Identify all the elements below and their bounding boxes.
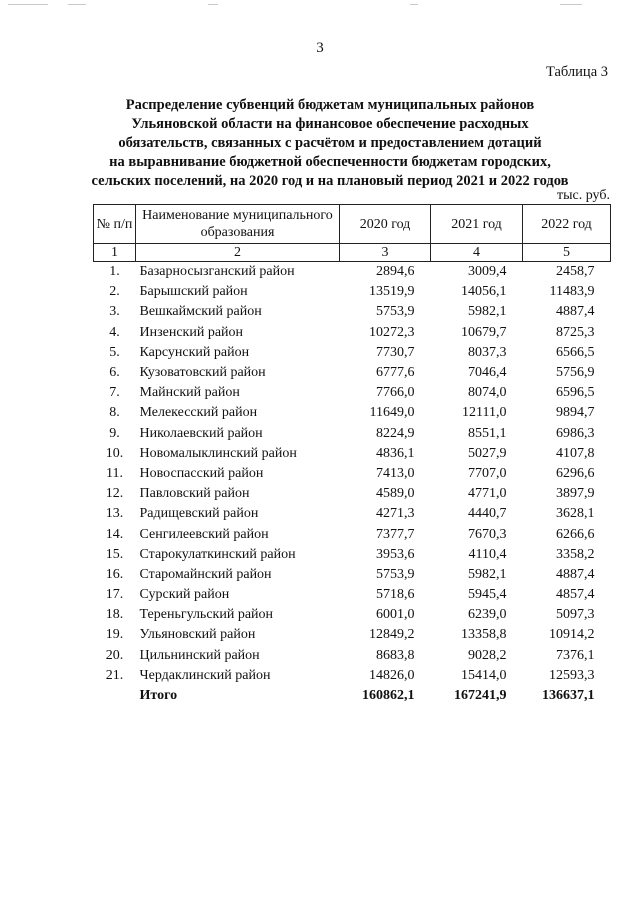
scan-artifact xyxy=(560,4,582,5)
row-number: 12. xyxy=(105,486,124,502)
value-2020: 10272,3 xyxy=(369,324,415,340)
district-name: Карсунский район xyxy=(139,344,250,360)
value-2021: 15414,0 xyxy=(461,667,507,683)
column-number: 2 xyxy=(136,244,340,262)
district-name: Барышский район xyxy=(139,284,248,300)
row-number: 8. xyxy=(109,405,120,421)
district-name: Сенгилеевский район xyxy=(139,526,269,542)
value-2020: 8224,9 xyxy=(376,425,415,441)
value-2021: 5945,4 xyxy=(468,587,507,603)
total-2020: 160862,1 xyxy=(362,688,415,704)
title-line: обязательств, связанных с расчётом и предоставлением дотаций xyxy=(118,135,542,151)
value-2022: 4887,4 xyxy=(556,566,595,582)
value-2022: 9894,7 xyxy=(556,405,595,421)
value-2021: 8074,0 xyxy=(468,385,507,401)
table-row xyxy=(94,403,611,423)
value-2022: 3628,1 xyxy=(556,506,595,522)
table-row xyxy=(94,605,611,625)
scan-artifact xyxy=(208,4,218,5)
value-2021: 7670,3 xyxy=(468,526,507,542)
table-row xyxy=(94,424,611,444)
scan-artifact xyxy=(410,4,418,5)
value-2021: 5982,1 xyxy=(468,304,507,320)
value-2020: 4271,3 xyxy=(376,506,415,522)
table-row xyxy=(94,343,611,363)
value-2021: 7046,4 xyxy=(468,365,507,381)
total-label: Итого xyxy=(139,688,178,704)
row-number: 2. xyxy=(109,284,120,300)
value-2020: 4836,1 xyxy=(376,445,415,461)
value-2021: 9028,2 xyxy=(468,647,507,663)
table-label: Таблица 3 xyxy=(545,64,608,80)
budget-table xyxy=(93,204,611,706)
scan-artifact xyxy=(8,4,48,5)
row-number: 6. xyxy=(109,365,120,381)
value-2022: 5097,3 xyxy=(556,607,595,623)
table-row xyxy=(94,625,611,645)
value-2020: 8683,8 xyxy=(376,647,415,663)
value-2021: 5027,9 xyxy=(468,445,507,461)
row-number: 10. xyxy=(105,445,124,461)
table-row xyxy=(94,302,611,322)
total-row xyxy=(94,686,611,706)
value-2022: 5756,9 xyxy=(556,365,595,381)
value-2020: 11649,0 xyxy=(369,405,415,421)
row-number: 20. xyxy=(105,647,124,663)
value-2020: 3953,6 xyxy=(376,546,415,562)
title-line: Распределение субвенций бюджетам муниципальных районов xyxy=(125,97,535,113)
value-2022: 4107,8 xyxy=(556,445,595,461)
value-2020: 12849,2 xyxy=(369,627,415,643)
value-2021: 12111,0 xyxy=(462,405,507,421)
row-number: 21. xyxy=(105,667,124,683)
value-2021: 4110,4 xyxy=(468,546,507,562)
district-name: Ульяновский район xyxy=(139,627,256,643)
table-row xyxy=(94,545,611,565)
row-number: 15. xyxy=(105,546,124,562)
value-2020: 2894,6 xyxy=(376,264,415,280)
value-2021: 6239,0 xyxy=(468,607,507,623)
value-2021: 8037,3 xyxy=(468,344,507,360)
district-name: Майнский район xyxy=(139,385,240,401)
total-2021: 167241,9 xyxy=(454,688,507,704)
table-row xyxy=(94,363,611,383)
row-number: 17. xyxy=(105,587,124,603)
total-spacer xyxy=(94,686,136,706)
table-row xyxy=(94,323,611,343)
row-number: 14. xyxy=(105,526,124,542)
table-row xyxy=(94,646,611,666)
value-2021: 4440,7 xyxy=(468,506,507,522)
row-number: 19. xyxy=(105,627,124,643)
district-name: Новомалыклинский район xyxy=(139,445,297,461)
header-2021: 2021 год xyxy=(431,205,523,244)
value-2021: 13358,8 xyxy=(461,627,507,643)
district-name: Мелекесский район xyxy=(139,405,258,421)
table-row xyxy=(94,383,611,403)
table-row xyxy=(94,262,611,283)
column-number-row xyxy=(94,244,611,262)
row-number: 11. xyxy=(106,465,123,481)
table-row xyxy=(94,585,611,605)
table-row xyxy=(94,464,611,484)
district-name: Инзенский район xyxy=(139,324,244,340)
table-row xyxy=(94,484,611,504)
value-2020: 7413,0 xyxy=(376,465,415,481)
total-2022: 136637,1 xyxy=(542,688,595,704)
value-2021: 10679,7 xyxy=(461,324,507,340)
row-number: 5. xyxy=(109,344,120,360)
page-number: 3 xyxy=(316,40,324,56)
value-2022: 2458,7 xyxy=(556,264,595,280)
district-name: Старокулаткинский район xyxy=(139,546,296,562)
header-num: № п/п xyxy=(94,205,136,244)
district-name: Цильнинский район xyxy=(139,647,260,663)
value-2022: 6266,6 xyxy=(556,526,595,542)
table-row xyxy=(94,444,611,464)
district-name: Тереньгульский район xyxy=(139,607,274,623)
title-line: на выравнивание бюджетной обеспеченности бюджетам городских, xyxy=(109,154,551,170)
table-row xyxy=(94,565,611,585)
value-2021: 8551,1 xyxy=(468,425,507,441)
value-2020: 7766,0 xyxy=(376,385,415,401)
units-label: тыс. руб. xyxy=(557,188,610,203)
table-header-row xyxy=(94,205,611,244)
header-2020: 2020 год xyxy=(340,205,431,244)
value-2022: 8725,3 xyxy=(556,324,595,340)
column-number: 1 xyxy=(94,244,136,262)
row-number: 18. xyxy=(105,607,124,623)
district-name: Базарносызганский район xyxy=(139,264,295,280)
district-name: Старомайнский район xyxy=(139,566,272,582)
column-number: 5 xyxy=(523,244,611,262)
value-2022: 11483,9 xyxy=(549,284,595,300)
header-name: Наименование муниципального образования xyxy=(136,205,340,244)
row-number: 13. xyxy=(105,506,124,522)
district-name: Вешкаймский район xyxy=(139,304,262,320)
district-name: Чердаклинский район xyxy=(139,667,271,683)
row-number: 1. xyxy=(109,264,120,280)
table-row xyxy=(94,666,611,686)
document-title xyxy=(80,96,580,191)
value-2022: 6596,5 xyxy=(556,385,595,401)
value-2022: 6566,5 xyxy=(556,344,595,360)
row-number: 3. xyxy=(109,304,120,320)
value-2020: 14826,0 xyxy=(369,667,415,683)
value-2021: 14056,1 xyxy=(461,284,507,300)
value-2022: 3358,2 xyxy=(556,546,595,562)
title-line: Ульяновской области на финансовое обеспечение расходных xyxy=(131,116,529,132)
value-2022: 4857,4 xyxy=(556,587,595,603)
value-2020: 7377,7 xyxy=(376,526,415,542)
district-name: Кузоватовский район xyxy=(139,365,266,381)
row-number: 4. xyxy=(109,324,120,340)
value-2022: 10914,2 xyxy=(549,627,595,643)
row-number: 9. xyxy=(109,425,120,441)
value-2020: 7730,7 xyxy=(376,344,415,360)
scan-artifact xyxy=(68,4,86,5)
row-number: 16. xyxy=(105,566,124,582)
value-2020: 6777,6 xyxy=(376,365,415,381)
value-2020: 13519,9 xyxy=(369,284,415,300)
value-2021: 7707,0 xyxy=(468,465,507,481)
value-2020: 4589,0 xyxy=(376,486,415,502)
value-2021: 3009,4 xyxy=(468,264,507,280)
title-line: сельских поселений, на 2020 год и на плановый период 2021 и 2022 годов xyxy=(91,173,569,189)
value-2020: 5753,9 xyxy=(376,304,415,320)
value-2020: 5753,9 xyxy=(376,566,415,582)
district-name: Сурский район xyxy=(139,587,230,603)
row-number: 7. xyxy=(109,385,120,401)
value-2022: 12593,3 xyxy=(549,667,595,683)
value-2022: 6296,6 xyxy=(556,465,595,481)
value-2020: 5718,6 xyxy=(376,587,415,603)
value-2022: 7376,1 xyxy=(556,647,595,663)
column-number: 3 xyxy=(340,244,431,262)
district-name: Николаевский район xyxy=(139,425,263,441)
district-name: Павловский район xyxy=(139,486,250,502)
value-2020: 6001,0 xyxy=(376,607,415,623)
value-2022: 4887,4 xyxy=(556,304,595,320)
value-2022: 6986,3 xyxy=(556,425,595,441)
table-row xyxy=(94,504,611,524)
table-row xyxy=(94,524,611,544)
value-2022: 3897,9 xyxy=(556,486,595,502)
district-name: Новоспасский район xyxy=(139,465,264,481)
district-name: Радищевский район xyxy=(139,506,259,522)
column-number: 4 xyxy=(431,244,523,262)
header-2022: 2022 год xyxy=(523,205,611,244)
value-2021: 4771,0 xyxy=(468,486,507,502)
value-2021: 5982,1 xyxy=(468,566,507,582)
table-row xyxy=(94,282,611,302)
